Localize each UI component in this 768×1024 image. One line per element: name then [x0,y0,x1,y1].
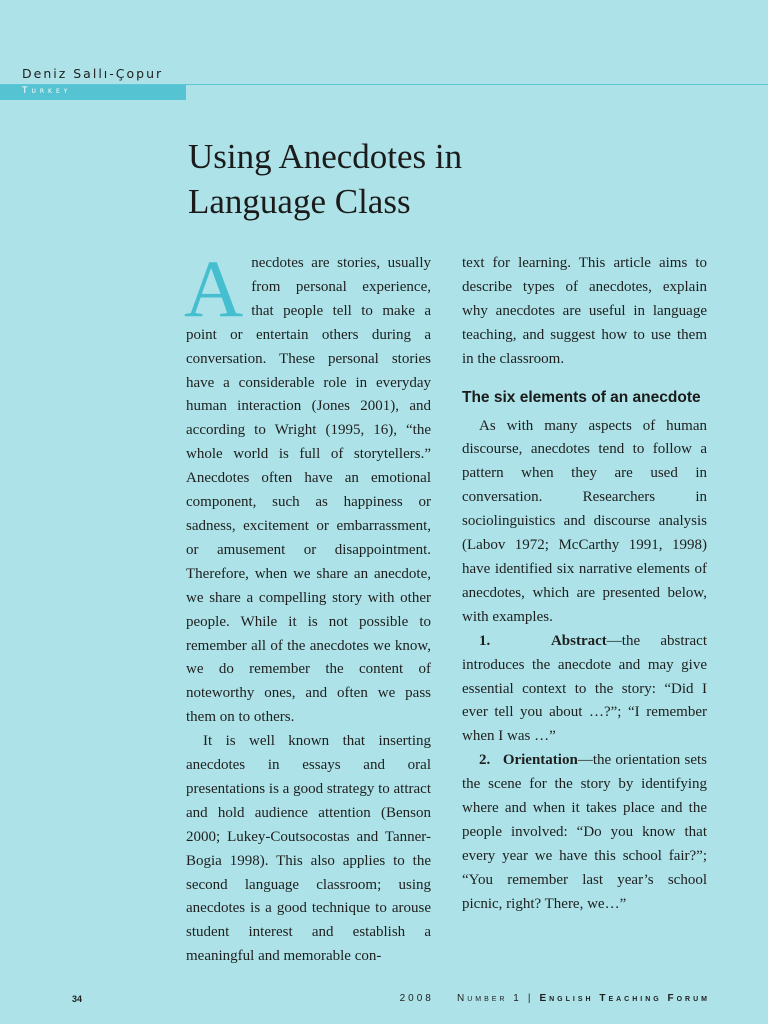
paragraph-elements: As with many aspects of human discourse, anecdotes tend to follow a pattern when they are used in conversation. Researchers in sociolinguistics and discourse analysis (Labov 1972; McCarthy 1991, 1998) have identified six narrative elements of anecdotes, which are presented below, with examples. [462,417,707,625]
paragraph-intro-text: necdotes are stories, usually from personal experience, that people tell to make a point or entertain others during a conversation. These personal stories have a considerable role in everyday human interaction (Jones 2001), and according to Wright (1995, 16), “the whole world is full of storytellers.” Anecdotes often have an emotional component, such as happiness or sadness, excitement or embarrassment, or amusement or disappointment. Therefore, when we share an anecdote, we share a compelling story with other people. While it is not possible to remember all of the anecdotes we know, we do remember the content of noteworthy ones, and often we pass them on to others. [186,255,431,726]
author-country: Turkey [22,86,72,96]
list-item-abstract [462,630,707,750]
list-item-orientation [462,749,707,916]
footer-number-label: Number [456,993,508,1004]
author-name: Deniz Sallı-Çopur [22,66,164,81]
list-item-text: —the orientation sets the scene for the story by identifying where and when it takes place and the people involved: “Do you know that every year we have this school fair?”; “You remember last year’s school picnic, right? There, we…” [462,752,707,912]
section-heading: The six elements of an anecdote [462,388,701,406]
right-column [462,252,707,917]
list-item-text: —the abstract introduces the anecdote and may give essential context to the story: “Did I ever tell you about …?”; “I remember when I was …” [462,632,708,745]
footer-number-value: 1 [513,993,522,1004]
drop-cap: A [184,243,244,334]
journal-name: English Teaching Forum [539,993,710,1004]
footer-issue-info [400,993,710,1004]
page-number: 34 [72,994,83,1004]
paragraph-intro [184,243,431,730]
list-item-term: Abstract [550,632,607,649]
title-line-1: Using Anecdotes in [188,137,463,176]
article-title [188,134,608,224]
left-column [184,243,431,969]
list-item-number: 2. [479,752,491,769]
paragraph-continued: text for learning. This article aims to describe types of anecdotes, explain why anecdotes are useful in language teaching, and suggest how to use them in the classroom. [462,255,707,367]
list-item-term: Orientation [502,752,578,769]
list-item-number: 1. [479,632,491,649]
footer-separator: | [527,993,534,1004]
footer-year: 2008 [399,993,434,1004]
title-line-2: Language Class [188,182,411,221]
paragraph-second: It is well known that inserting anecdotes in essays and oral presentations is a good strategy to attract and hold audience attention (Benson 2000; Lukey-Coutsocostas and Tanner-Bogia 1998). This also applies to the second language classroom; using anecdotes is a good technique to arouse student interest and establish a meaningful and memorable con- [186,733,431,965]
